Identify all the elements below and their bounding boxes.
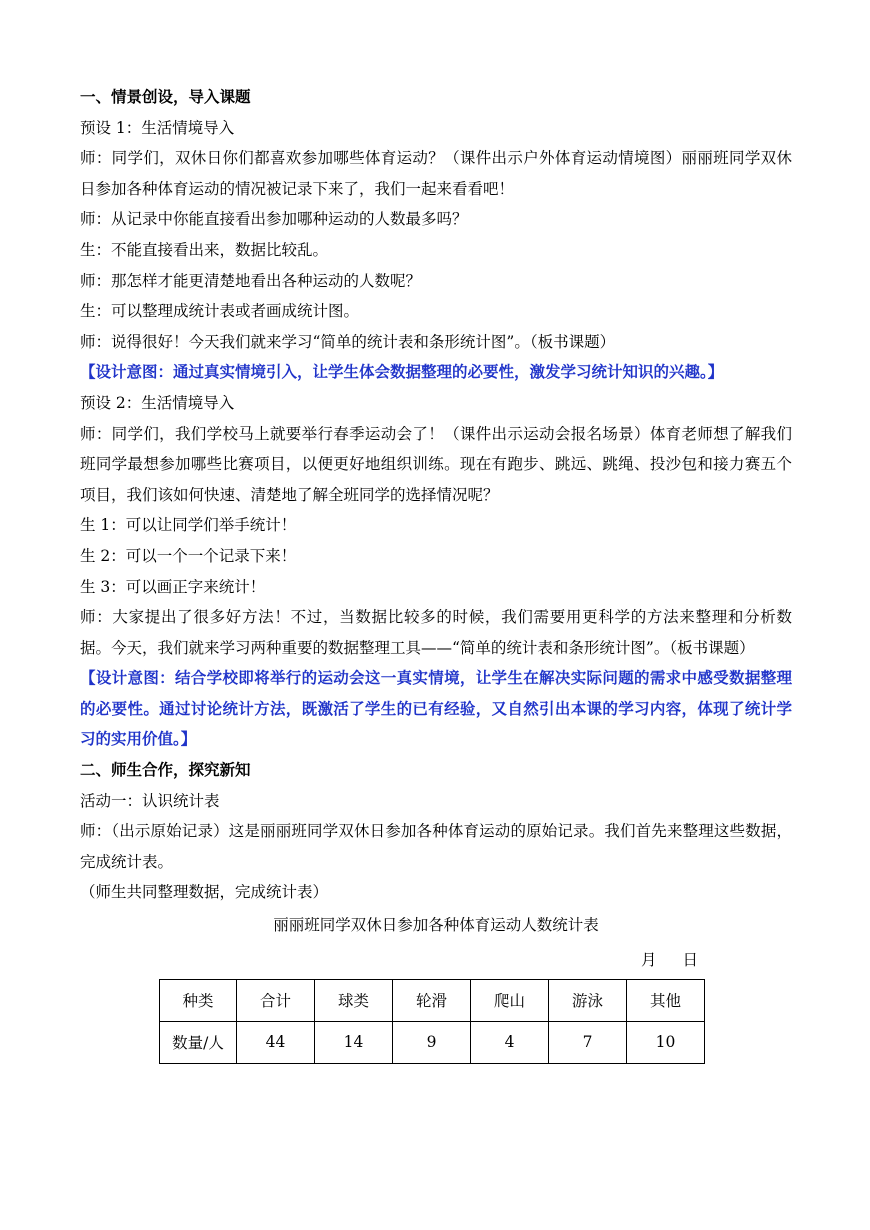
table-header-cell: 其他: [627, 979, 705, 1021]
table-header-cell: 轮滑: [393, 979, 471, 1021]
table-cell: 44: [237, 1021, 315, 1063]
document-page: [80, 82, 792, 1064]
section2-line: （师生共同整理数据，完成统计表）: [80, 883, 329, 902]
table-cell: 14: [315, 1021, 393, 1063]
table-header-cell: 球类: [315, 979, 393, 1021]
table-header-cell: 游泳: [549, 979, 627, 1021]
table-header-cell: 爬山: [471, 979, 549, 1021]
day-label: 日: [682, 950, 698, 969]
preset1-line: 师：从记录中你能直接看出参加哪种运动的人数最多吗？: [80, 210, 468, 229]
table-header-row: [160, 979, 705, 1021]
table-header-cell: 种类: [160, 979, 237, 1021]
table-cell: 7: [549, 1021, 627, 1063]
table-date: [80, 945, 792, 975]
table-title: 丽丽班同学双休日参加各种体育运动人数统计表: [273, 916, 599, 935]
preset1-line: 生：不能直接看出来，数据比较乱。: [80, 240, 329, 259]
preset1-line: 师：同学们，双休日你们都喜欢参加哪些体育运动？（课件出示户外体育运动情境图）丽丽班同学双休日参加各种体育运动的情况被记录下来了，我们一起来看看吧！: [80, 149, 792, 198]
preset2-line: 生 3：可以画正字来统计！: [80, 577, 266, 596]
month-label: 月: [640, 950, 657, 969]
preset2-design-intent: 【设计意图：结合学校即将举行的运动会这一真实情境，让学生在解决实际问题的需求中感受数据整理的必要性。通过讨论统计方法，既激活了学生的已有经验，又自然引出本课的学习内容，体现了统计学习的实用价值。】: [80, 668, 792, 749]
preset1-title: 预设 1：生活情境导入: [80, 118, 235, 137]
section1-heading: 一、情景创设，导入课题: [80, 87, 251, 106]
table-cell: 数量/人: [160, 1021, 237, 1063]
preset2-line: 生 2：可以一个一个记录下来！: [80, 546, 297, 565]
preset1-design-intent: 【设计意图：通过真实情境引入，让学生体会数据整理的必要性，激发学习统计知识的兴趣。】: [80, 362, 724, 382]
preset2-line: 生 1：可以让同学们举手统计！: [80, 516, 297, 535]
table-cell: 9: [393, 1021, 471, 1063]
preset2-line: 师：同学们，我们学校马上就要举行春季运动会了！（课件出示运动会报名场景）体育老师想了解我们班同学最想参加哪些比赛项目，以便更好地组织训练。现在有跑步、跳远、跳绳、投沙包和接力赛五个项目，我们该如何快速、清楚地了解全班同学的选择情况呢？: [80, 424, 792, 504]
table-cell: 10: [627, 1021, 705, 1063]
section2-line: 师：（出示原始记录）这是丽丽班同学双休日参加各种体育运动的原始记录。我们首先来整理这些数据，完成统计表。: [80, 822, 792, 871]
table-row: [160, 1021, 705, 1063]
statistics-table: [159, 979, 705, 1064]
preset1-line: 师：那怎样才能更清楚地看出各种运动的人数呢？: [80, 271, 422, 290]
preset1-line: 生：可以整理成统计表或者画成统计图。: [80, 302, 360, 321]
table-header-cell: 合计: [237, 979, 315, 1021]
preset2-title: 预设 2：生活情境导入: [80, 393, 235, 412]
preset1-line: 师：说得很好！今天我们就来学习“简单的统计表和条形统计图”。（板书课题）: [80, 332, 616, 351]
activity1-title: 活动一：认识统计表: [80, 791, 220, 810]
table-cell: 4: [471, 1021, 549, 1063]
section2-heading: 二、师生合作，探究新知: [80, 760, 251, 780]
preset2-line: 师：大家提出了很多好方法！不过，当数据比较多的时候，我们需要用更科学的方法来整理和分析数据。今天，我们就来学习两种重要的数据整理工具——“简单的统计表和条形统计图”。（板书课题）: [80, 608, 792, 657]
